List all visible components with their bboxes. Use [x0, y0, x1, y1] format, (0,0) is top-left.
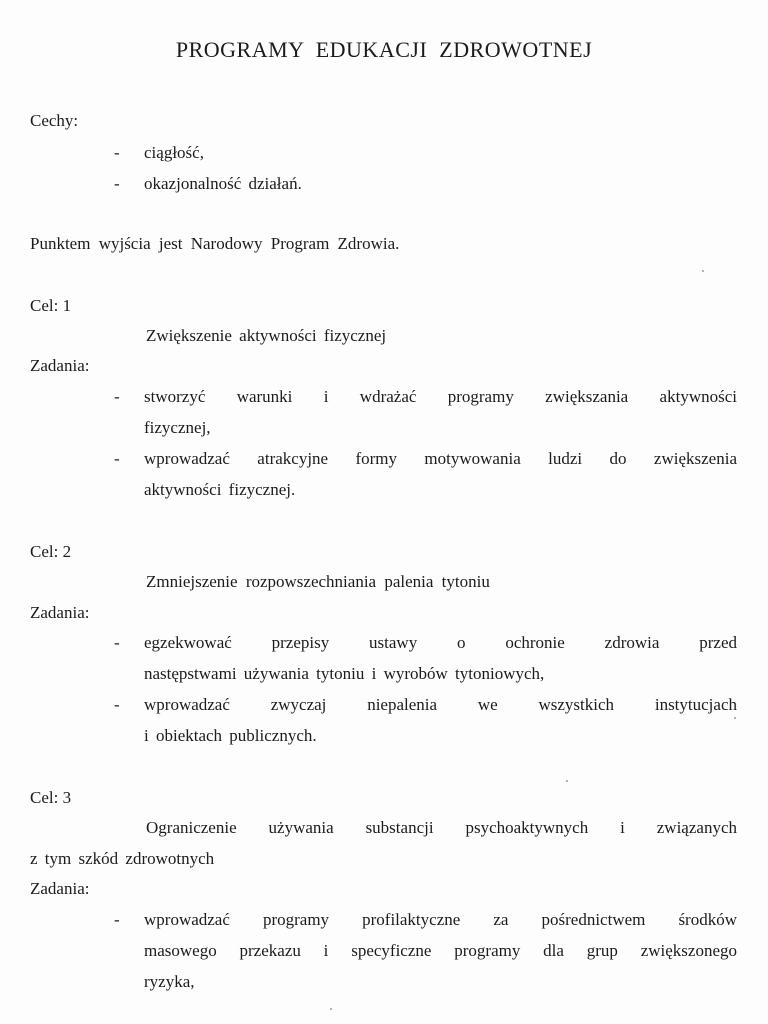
tasks-label: Zadania:	[30, 879, 90, 898]
goal-heading-continued: z tym szkód zdrowotnych	[30, 849, 215, 868]
bullet-dash: -	[114, 633, 120, 652]
page-title: PROGRAMY EDUKACJI ZDROWOTNEJ	[175, 37, 593, 62]
task-line: i obiektach publicznych.	[144, 726, 317, 745]
task-line: aktywności fizycznej.	[144, 480, 296, 499]
scan-speck	[330, 1008, 332, 1010]
task-line: wprowadzać zwyczaj niepalenia we wszystkich instytucjach	[144, 695, 737, 714]
task-line: stworzyć warunki i wdrażać programy zwiększania aktywności	[144, 387, 737, 406]
bullet-dash: -	[114, 143, 120, 162]
bullet-dash: -	[114, 695, 120, 714]
scan-speck	[734, 717, 736, 719]
goal-label: Cel: 2	[30, 542, 72, 561]
tasks-label: Zadania:	[30, 603, 90, 622]
goal-heading: Zwiększenie aktywności fizycznej	[146, 326, 387, 345]
bullet-dash: -	[114, 910, 120, 929]
task-line: egzekwować przepisy ustawy o ochronie zdrowia przed	[144, 633, 737, 652]
feature-item: ciągłość,	[144, 143, 204, 162]
starting-point-text: Punktem wyjścia jest Narodowy Program Zdrowia.	[30, 234, 400, 253]
task-line: następstwami używania tytoniu i wyrobów tytoniowych,	[144, 664, 545, 683]
scan-speck	[566, 780, 568, 782]
scan-speck	[702, 270, 704, 272]
task-line: fizycznej,	[144, 418, 211, 437]
task-line: wprowadzać programy profilaktyczne za pośrednictwem środków	[144, 910, 737, 929]
task-line: wprowadzać atrakcyjne formy motywowania ludzi do zwiększenia	[144, 449, 737, 468]
bullet-dash: -	[114, 387, 120, 406]
goal-heading: Zmniejszenie rozpowszechniania palenia tytoniu	[146, 572, 490, 591]
bullet-dash: -	[114, 449, 120, 468]
bullet-dash: -	[114, 174, 120, 193]
task-line: masowego przekazu i specyficzne programy dla grup zwiększonego	[144, 941, 737, 960]
features-label: Cechy:	[30, 111, 79, 130]
task-line: ryzyka,	[144, 972, 195, 991]
feature-item: okazjonalność działań.	[144, 174, 302, 193]
goal-heading: Ograniczenie używania substancji psychoaktywnych i związanych	[146, 818, 737, 837]
tasks-label: Zadania:	[30, 356, 90, 375]
goal-label: Cel: 1	[30, 296, 72, 315]
goal-label: Cel: 3	[30, 788, 72, 807]
